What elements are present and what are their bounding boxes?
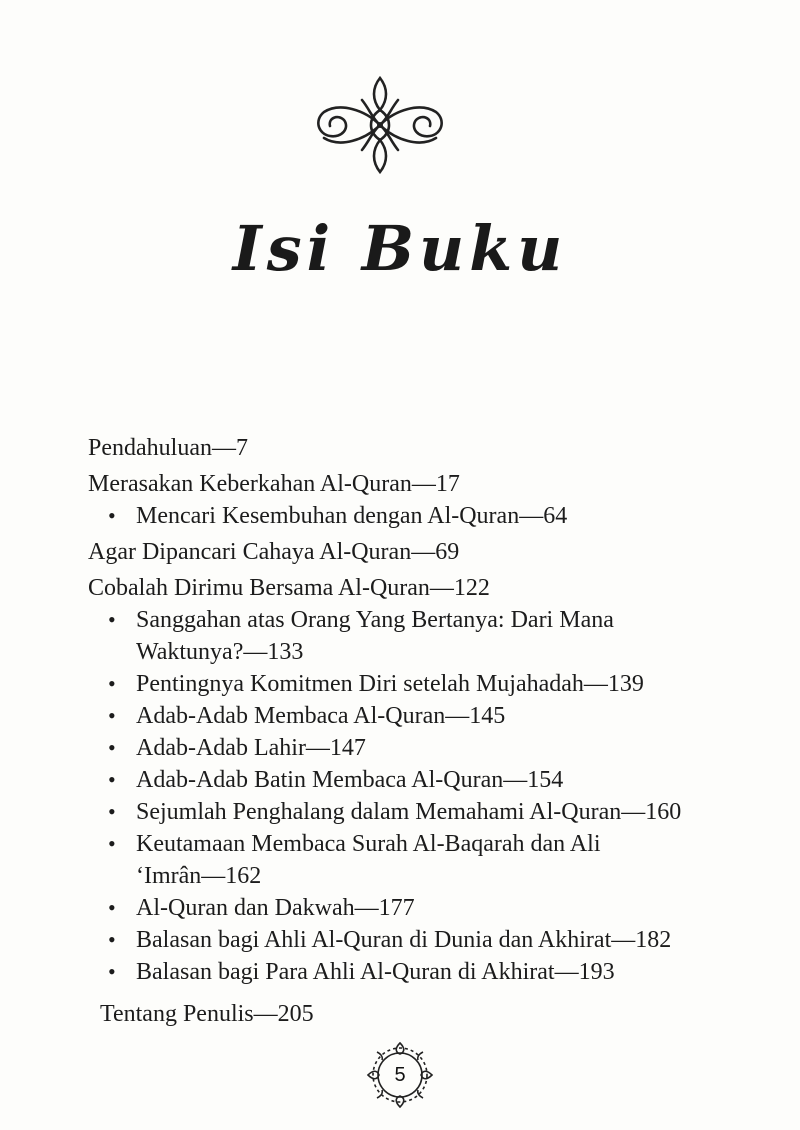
- toc-subitem: • Balasan bagi Para Ahli Al-Quran di Akhirat—193: [88, 956, 768, 988]
- bullet-icon: •: [108, 503, 116, 528]
- bullet-icon: •: [108, 607, 116, 632]
- toc-item: Merasakan Keberkahan Al-Quran—17: [88, 471, 460, 497]
- bullet-icon: •: [108, 831, 116, 856]
- page-number-badge: [365, 1040, 435, 1110]
- bullet-icon: •: [108, 703, 116, 728]
- celtic-knot-ornament-icon: [310, 70, 450, 180]
- page-number: 5: [394, 1064, 406, 1086]
- toc-subitem: • Sejumlah Penghalang dalam Memahami Al-Quran—160: [88, 796, 768, 828]
- toc-subitem: • Al-Quran dan Dakwah—177: [88, 892, 768, 924]
- toc-item: Pendahuluan—7: [88, 435, 248, 461]
- bullet-icon: •: [108, 927, 116, 952]
- toc-subitem: • Adab-Adab Batin Membaca Al-Quran—154: [88, 764, 768, 796]
- toc-subitem: • Pentingnya Komitmen Diri setelah Mujahadah—139: [88, 668, 768, 700]
- bullet-icon: •: [108, 895, 116, 920]
- toc-item: Agar Dipancari Cahaya Al-Quran—69: [88, 539, 460, 565]
- toc-subitem: • Adab-Adab Lahir—147: [88, 732, 768, 764]
- bullet-icon: •: [108, 671, 116, 696]
- bullet-icon: •: [108, 959, 116, 984]
- toc-item: Tentang Penulis—205: [100, 1001, 314, 1027]
- toc-subitem: • Balasan bagi Ahli Al-Quran di Dunia dan Akhirat—182: [88, 924, 768, 956]
- toc-subitem: • Sanggahan atas Orang Yang Bertanya: Dari Mana Waktunya?—133: [88, 604, 768, 668]
- toc-item: Cobalah Dirimu Bersama Al-Quran—122: [88, 575, 490, 601]
- toc-subitem: • Keutamaan Membaca Surah Al-Baqarah dan Ali ‘Imrân—162: [88, 828, 768, 892]
- page-title: Isi Buku: [232, 212, 568, 285]
- bullet-icon: •: [108, 735, 116, 760]
- toc-subitem: • Adab-Adab Membaca Al-Quran—145: [88, 700, 768, 732]
- table-of-contents: [88, 432, 768, 1030]
- bullet-icon: •: [108, 799, 116, 824]
- toc-subitem: • Mencari Kesembuhan dengan Al-Quran—64: [88, 500, 768, 532]
- bullet-icon: •: [108, 767, 116, 792]
